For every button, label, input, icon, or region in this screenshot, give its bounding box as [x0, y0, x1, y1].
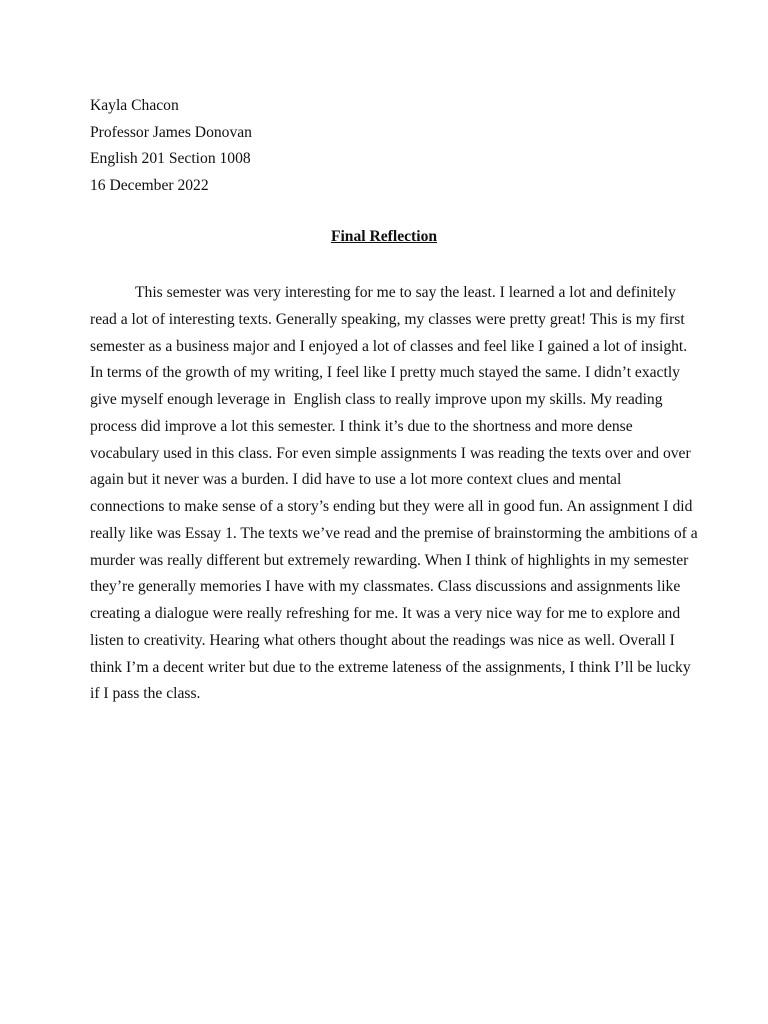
paragraph-line: connections to make sense of a story’s ending but they were all in good fun. An assignment I did	[90, 498, 693, 515]
paragraph-line: creating a dialogue were really refreshing for me. It was a very nice way for me to explore and	[90, 605, 681, 622]
paragraph-line: In terms of the growth of my writing, I feel like I pretty much stayed the same. I didn’t exactly	[90, 364, 680, 382]
paragraph-line: process did improve a lot this semester. I think it’s due to the shortness and more dense	[90, 417, 633, 435]
paragraph-line: semester as a business major and I enjoyed a lot of classes and feel like I gained a lot of insight.	[90, 337, 688, 355]
paragraph-line: they’re generally memories I have with my classmates. Class discussions and assignments like	[90, 578, 681, 596]
paragraph-line: listen to creativity. Hearing what others thought about the readings was nice as well. Overall I	[90, 631, 675, 649]
paragraph-line: really like was Essay 1. The texts we’ve read and the premise of brainstorming the ambitions of a	[90, 524, 698, 542]
paragraph-line: murder was really different but extremely rewarding. When I think of highlights in my semester	[90, 551, 689, 569]
paragraph-line: This semester was very interesting for me to say the least. I learned a lot and definitely	[135, 284, 676, 301]
paragraph-line: give myself enough leverage in English class to really improve upon my skills. My reading	[90, 391, 663, 408]
paragraph-line: again but it never was a burden. I did have to use a lot more context clues and mental	[90, 471, 622, 489]
document-date: 16 December 2022	[90, 176, 209, 194]
course-name: English 201 Section 1008	[90, 150, 251, 167]
body-paragraph	[90, 280, 698, 708]
paragraph-line: vocabulary used in this class. For even simple assignments I was reading the texts over and over	[90, 444, 691, 462]
paragraph-line: if I pass the class.	[90, 685, 201, 703]
mla-heading	[90, 93, 252, 199]
student-name: Kayla Chacon	[90, 97, 179, 114]
professor-name: Professor James Donovan	[90, 123, 252, 141]
paragraph-line: read a lot of interesting texts. Generally speaking, my classes were pretty great! This is my first	[90, 310, 685, 328]
paragraph-line: think I’m a decent writer but due to the extreme lateness of the assignments, I think I’ll be lucky	[90, 658, 691, 676]
document-title: Final Reflection	[330, 228, 438, 245]
